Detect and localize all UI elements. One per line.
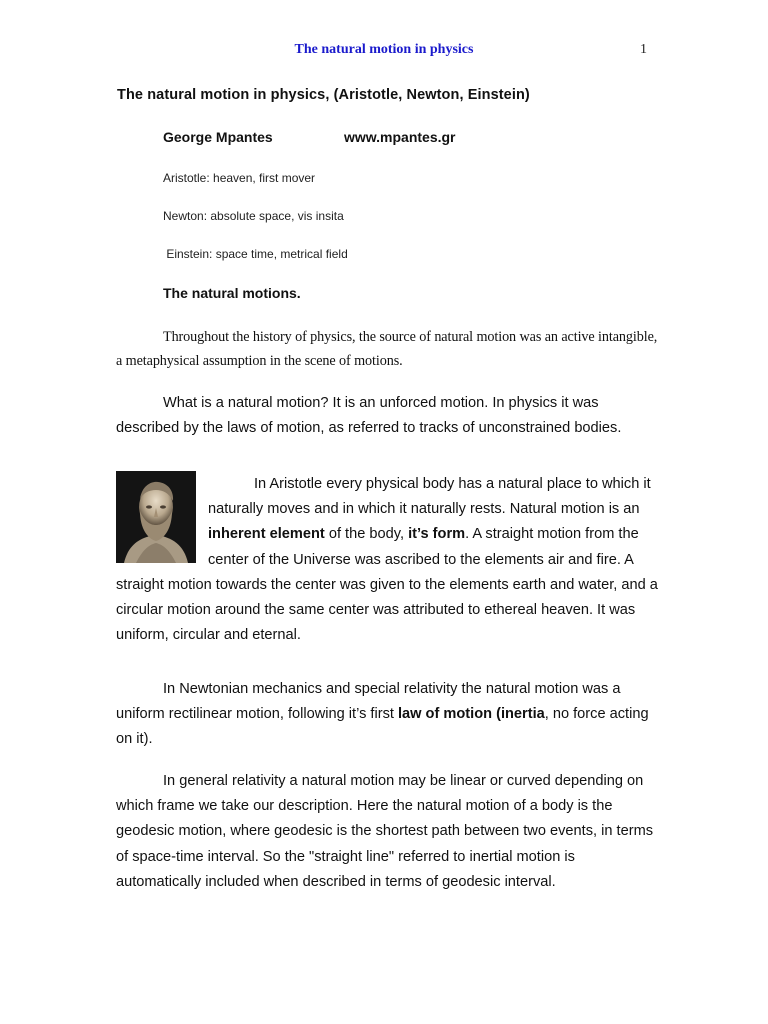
author-name: George Mpantes [163,129,273,145]
bold-inherent-element: inherent element [208,526,325,543]
bold-law-of-motion: law of motion (inertia [397,706,545,723]
paragraph-aristotle-text: In Aristotle every physical body has a natural place to which it naturally moves and in which it naturally rests. Natural motion is an inherent element of the body, it’s form. A straight motion from the center of the Universe was ascribed to the elements air and fire. A straight motion towards the center was given to the elements earth and water, and a circular motion around the same center was attributed to ethereal heaven. It was uniform, circular and eternal. [116,476,658,644]
section-heading: The natural motions. [163,285,301,301]
paragraph-intro: Throughout the history of physics, the source of natural motion was an active intangible, a metaphysical assumption in the scene of motions. [116,329,658,369]
summary-line-einstein: Einstein: space time, metrical field [163,247,348,261]
page-number: 1 [640,42,647,57]
bold-its-form: it’s form [408,526,466,543]
summary-line-aristotle: Aristotle: heaven, first mover [163,171,316,185]
paragraph-einstein: In general relativity a natural motion may be linear or curved depending on which frame we take our description. Here the natural motion of a body is the geodesic motion, where geodesic is the shortest path between two events, in terms of space-time interval. So the "straight line" referred to inertial motion is automatically included when described in terms of geodesic interval. [116,773,654,890]
author-website: www.mpantes.gr [344,129,456,145]
paragraph-newton: In Newtonian mechanics and special relativity the natural motion was a uniform rectilinear motion, following it’s first law of motion (inertia, no force acting on it). [116,681,649,748]
running-header [0,42,768,62]
document-title: The natural motion in physics, (Aristotle, Newton, Einstein) [117,87,530,103]
paragraph-what-is-natural-motion: What is a natural motion? It is an unforced motion. In physics it was described by the laws of motion, as referred to tracks of unconstrained bodies. [116,395,622,437]
summary-line-newton: Newton: absolute space, vis insita [163,209,344,223]
paragraph-aristotle [116,472,658,648]
running-header-title: The natural motion in physics [294,42,474,57]
aristotle-portrait-image [116,471,196,563]
